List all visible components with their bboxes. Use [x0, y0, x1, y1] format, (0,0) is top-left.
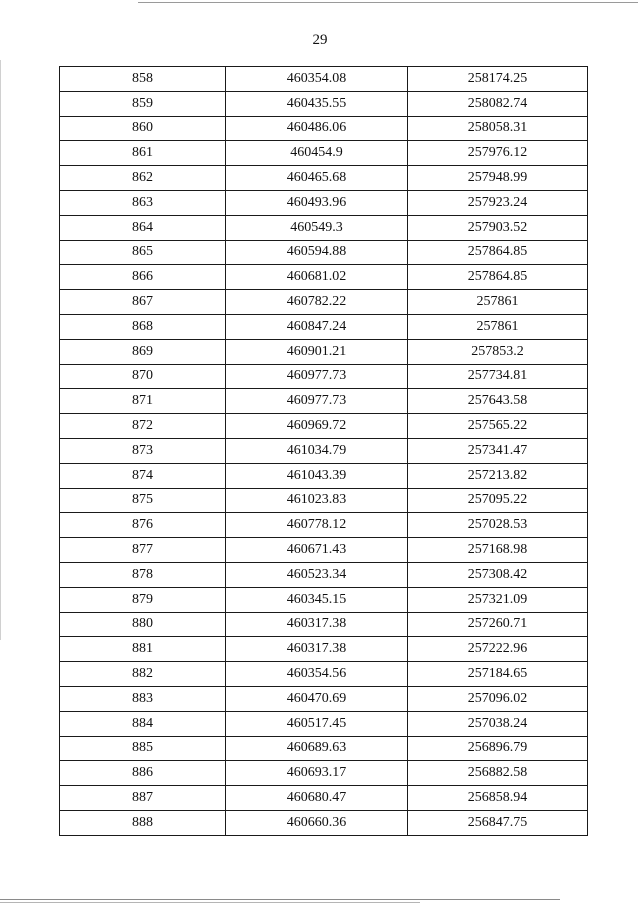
y-coordinate-cell: 257184.65 [408, 662, 588, 687]
x-coordinate-cell: 460782.22 [226, 290, 408, 315]
x-coordinate-cell: 460317.38 [226, 612, 408, 637]
table-row [60, 562, 588, 587]
point-number-cell: 873 [60, 438, 226, 463]
table-row [60, 414, 588, 439]
table-row [60, 488, 588, 513]
point-number-cell: 879 [60, 587, 226, 612]
point-number-cell: 885 [60, 736, 226, 761]
y-coordinate-cell: 257734.81 [408, 364, 588, 389]
point-number-cell: 869 [60, 339, 226, 364]
table-row [60, 786, 588, 811]
left-scan-edge [0, 60, 1, 640]
point-number-cell: 860 [60, 116, 226, 141]
y-coordinate-cell: 257321.09 [408, 587, 588, 612]
y-coordinate-cell: 257861 [408, 314, 588, 339]
y-coordinate-cell: 257948.99 [408, 166, 588, 191]
y-coordinate-cell: 257861 [408, 290, 588, 315]
y-coordinate-cell: 257903.52 [408, 215, 588, 240]
point-number-cell: 875 [60, 488, 226, 513]
x-coordinate-cell: 460465.68 [226, 166, 408, 191]
y-coordinate-cell: 257213.82 [408, 463, 588, 488]
point-number-cell: 870 [60, 364, 226, 389]
y-coordinate-cell: 256847.75 [408, 810, 588, 835]
table-row [60, 686, 588, 711]
table-row [60, 240, 588, 265]
y-coordinate-cell: 258082.74 [408, 91, 588, 116]
point-number-cell: 864 [60, 215, 226, 240]
y-coordinate-cell: 257260.71 [408, 612, 588, 637]
point-number-cell: 877 [60, 538, 226, 563]
point-number-cell: 878 [60, 562, 226, 587]
table-row [60, 389, 588, 414]
x-coordinate-cell: 460594.88 [226, 240, 408, 265]
x-coordinate-cell: 461023.83 [226, 488, 408, 513]
table-row [60, 166, 588, 191]
x-coordinate-cell: 461043.39 [226, 463, 408, 488]
x-coordinate-cell: 460681.02 [226, 265, 408, 290]
x-coordinate-cell: 460523.34 [226, 562, 408, 587]
x-coordinate-cell: 460977.73 [226, 364, 408, 389]
table-row [60, 612, 588, 637]
table-row [60, 637, 588, 662]
point-number-cell: 863 [60, 190, 226, 215]
y-coordinate-cell: 257096.02 [408, 686, 588, 711]
y-coordinate-cell: 257853.2 [408, 339, 588, 364]
y-coordinate-cell: 257864.85 [408, 265, 588, 290]
y-coordinate-cell: 256896.79 [408, 736, 588, 761]
y-coordinate-cell: 257038.24 [408, 711, 588, 736]
table-row [60, 364, 588, 389]
x-coordinate-cell: 460317.38 [226, 637, 408, 662]
point-number-cell: 868 [60, 314, 226, 339]
point-number-cell: 880 [60, 612, 226, 637]
coordinates-table-body [60, 67, 588, 836]
point-number-cell: 886 [60, 761, 226, 786]
y-coordinate-cell: 257976.12 [408, 141, 588, 166]
x-coordinate-cell: 460517.45 [226, 711, 408, 736]
x-coordinate-cell: 461034.79 [226, 438, 408, 463]
point-number-cell: 862 [60, 166, 226, 191]
x-coordinate-cell: 460977.73 [226, 389, 408, 414]
table-row [60, 190, 588, 215]
page-number: 29 [312, 32, 328, 48]
table-row [60, 662, 588, 687]
point-number-cell: 883 [60, 686, 226, 711]
x-coordinate-cell: 460345.15 [226, 587, 408, 612]
point-number-cell: 872 [60, 414, 226, 439]
point-number-cell: 876 [60, 513, 226, 538]
x-coordinate-cell: 460847.24 [226, 314, 408, 339]
x-coordinate-cell: 460486.06 [226, 116, 408, 141]
point-number-cell: 884 [60, 711, 226, 736]
x-coordinate-cell: 460354.56 [226, 662, 408, 687]
y-coordinate-cell: 257643.58 [408, 389, 588, 414]
y-coordinate-cell: 257565.22 [408, 414, 588, 439]
point-number-cell: 858 [60, 67, 226, 92]
table-row [60, 141, 588, 166]
point-number-cell: 861 [60, 141, 226, 166]
y-coordinate-cell: 258058.31 [408, 116, 588, 141]
table-row [60, 810, 588, 835]
y-coordinate-cell: 257923.24 [408, 190, 588, 215]
x-coordinate-cell: 460470.69 [226, 686, 408, 711]
table-row [60, 265, 588, 290]
table-row [60, 736, 588, 761]
y-coordinate-cell: 256858.94 [408, 786, 588, 811]
x-coordinate-cell: 460354.08 [226, 67, 408, 92]
point-number-cell: 888 [60, 810, 226, 835]
table-row [60, 587, 588, 612]
x-coordinate-cell: 460689.63 [226, 736, 408, 761]
x-coordinate-cell: 460493.96 [226, 190, 408, 215]
y-coordinate-cell: 257168.98 [408, 538, 588, 563]
y-coordinate-cell: 257341.47 [408, 438, 588, 463]
y-coordinate-cell: 257308.42 [408, 562, 588, 587]
coordinates-table [59, 66, 588, 836]
table-row [60, 513, 588, 538]
table-row [60, 215, 588, 240]
point-number-cell: 859 [60, 91, 226, 116]
x-coordinate-cell: 460680.47 [226, 786, 408, 811]
point-number-cell: 881 [60, 637, 226, 662]
x-coordinate-cell: 460778.12 [226, 513, 408, 538]
x-coordinate-cell: 460454.9 [226, 141, 408, 166]
y-coordinate-cell: 258174.25 [408, 67, 588, 92]
table-row [60, 438, 588, 463]
y-coordinate-cell: 257864.85 [408, 240, 588, 265]
table-row [60, 67, 588, 92]
point-number-cell: 874 [60, 463, 226, 488]
y-coordinate-cell: 257028.53 [408, 513, 588, 538]
table-row [60, 538, 588, 563]
y-coordinate-cell: 257095.22 [408, 488, 588, 513]
point-number-cell: 865 [60, 240, 226, 265]
point-number-cell: 866 [60, 265, 226, 290]
bottom-scan-rule [0, 899, 560, 900]
point-number-cell: 882 [60, 662, 226, 687]
x-coordinate-cell: 460671.43 [226, 538, 408, 563]
y-coordinate-cell: 257222.96 [408, 637, 588, 662]
x-coordinate-cell: 460969.72 [226, 414, 408, 439]
x-coordinate-cell: 460901.21 [226, 339, 408, 364]
point-number-cell: 867 [60, 290, 226, 315]
table-row [60, 711, 588, 736]
table-row [60, 339, 588, 364]
table-row [60, 314, 588, 339]
table-row [60, 91, 588, 116]
bottom-scan-rule-secondary [0, 902, 420, 903]
point-number-cell: 887 [60, 786, 226, 811]
table-row [60, 761, 588, 786]
x-coordinate-cell: 460549.3 [226, 215, 408, 240]
table-row [60, 290, 588, 315]
top-scan-rule [138, 2, 638, 3]
y-coordinate-cell: 256882.58 [408, 761, 588, 786]
table-row [60, 116, 588, 141]
table-row [60, 463, 588, 488]
x-coordinate-cell: 460660.36 [226, 810, 408, 835]
x-coordinate-cell: 460693.17 [226, 761, 408, 786]
x-coordinate-cell: 460435.55 [226, 91, 408, 116]
point-number-cell: 871 [60, 389, 226, 414]
